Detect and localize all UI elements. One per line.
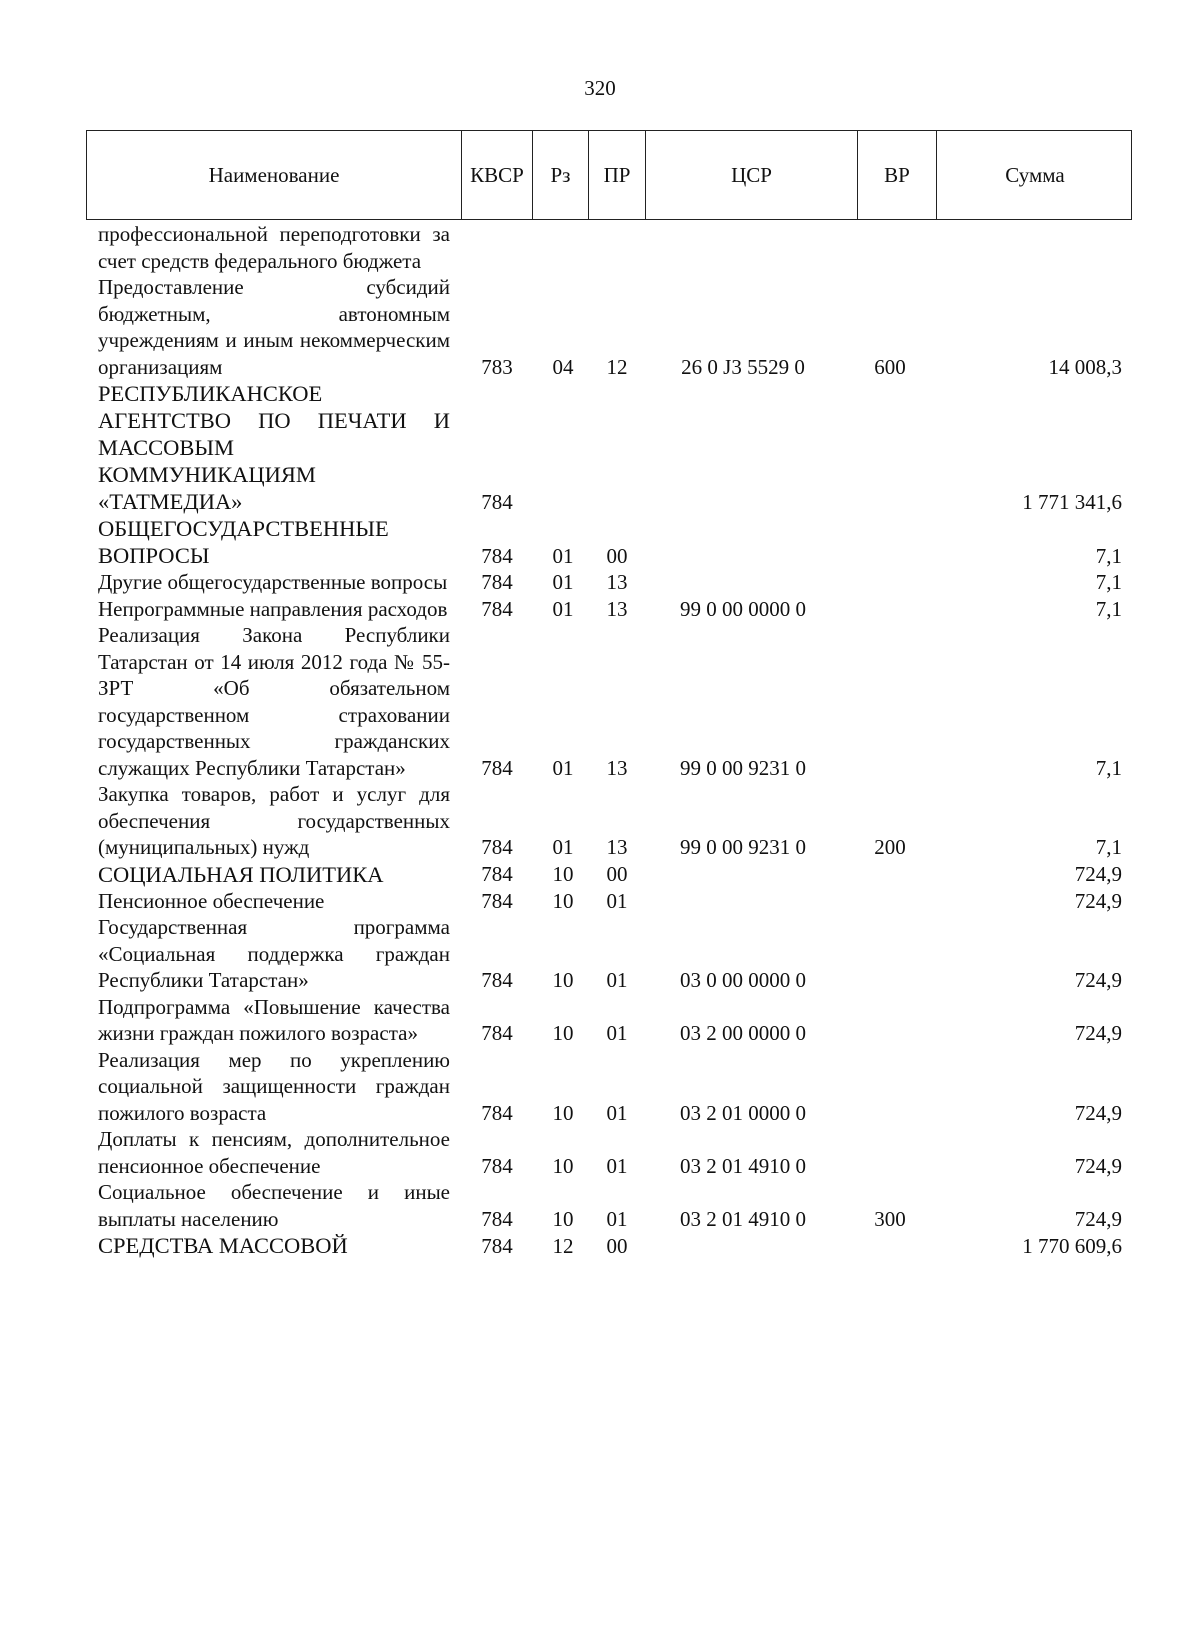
row-rz: 01: [552, 755, 574, 780]
table-row: [0, 622, 1200, 781]
row-name: Социальное обеспечение и иные выплаты населению: [98, 1180, 450, 1231]
table-row: [0, 221, 1200, 274]
row-sum: 724,9: [1074, 968, 1122, 992]
row-kvsr: 784: [481, 1233, 513, 1258]
row-name: Закупка товаров, работ и услуг для обеспечения государственных (муниципальных) нужд: [98, 782, 450, 859]
row-rz: 04: [552, 354, 574, 379]
header-pr: ПР: [588, 131, 645, 219]
row-kvsr: 784: [481, 1153, 513, 1178]
row-kvsr: 784: [481, 862, 513, 886]
row-pr: 01: [606, 1021, 628, 1045]
row-pr: 01: [606, 1206, 628, 1231]
header-kvsr: КВСР: [461, 131, 532, 219]
row-csr: 03 2 01 4910 0: [680, 1153, 806, 1178]
row-rz: 01: [552, 543, 574, 568]
header-csr: ЦСР: [645, 131, 857, 219]
row-rz: 10: [552, 1021, 574, 1045]
row-kvsr: 784: [481, 1021, 513, 1045]
row-name: Государственная программа «Социальная поддержка граждан Республики Татарстан»: [98, 915, 450, 992]
row-kvsr: 784: [481, 596, 513, 621]
table-row: [0, 994, 1200, 1047]
row-sum: 7,1: [1095, 835, 1122, 859]
row-pr: 13: [606, 755, 628, 780]
row-sum: 7,1: [1095, 755, 1122, 780]
row-sum: 724,9: [1074, 1100, 1122, 1125]
row-name: Непрограммные направления расходов: [98, 596, 448, 621]
row-csr: 99 0 00 0000 0: [680, 596, 806, 621]
row-rz: 01: [552, 570, 574, 594]
row-kvsr: 784: [481, 489, 513, 514]
row-name: Подпрограмма «Повышение качества жизни граждан пожилого возраста»: [98, 994, 450, 1045]
table-row: [0, 1126, 1200, 1179]
row-rz: 01: [552, 596, 574, 621]
row-csr: 03 0 00 0000 0: [680, 968, 806, 992]
row-name: Реализация Закона Республики Татарстан от 14 июля 2012 года № 55-ЗРТ «Об обязательном государственном страховании государственных гражданских служащих Республики Татарстан»: [98, 623, 450, 780]
row-pr: 00: [606, 862, 628, 886]
row-rz: 10: [552, 1206, 574, 1231]
row-name: профессиональной переподготовки за счет средств федерального бюджета: [98, 222, 450, 273]
table-row: [0, 1047, 1200, 1127]
row-name: Предоставление субсидий бюджетным, автономным учреждениям и иным некоммерческим организациям: [98, 275, 450, 379]
row-vr: 600: [874, 354, 906, 379]
row-vr: 200: [874, 835, 906, 859]
table-row: [0, 1179, 1200, 1232]
row-name: СРЕДСТВА МАССОВОЙ: [98, 1233, 348, 1258]
row-sum: 7,1: [1095, 570, 1122, 594]
row-sum: 724,9: [1074, 1206, 1122, 1231]
row-rz: 12: [552, 1233, 574, 1258]
row-kvsr: 784: [481, 1206, 513, 1231]
row-name: Реализация мер по укреплению социальной защищенности граждан пожилого возраста: [98, 1047, 450, 1125]
row-pr: 01: [606, 968, 628, 992]
row-pr: 12: [606, 354, 628, 379]
row-name: Другие общегосударственные вопросы: [98, 570, 448, 594]
table-row: [0, 1232, 1200, 1259]
table-body: [0, 221, 1200, 1259]
row-name: ОБЩЕГОСУДАРСТВЕННЫЕ ВОПРОСЫ: [98, 516, 389, 568]
row-sum: 724,9: [1074, 1153, 1122, 1178]
header-name: Наименование: [208, 162, 340, 187]
header-sum: Сумма: [936, 131, 1133, 219]
row-name: РЕСПУБЛИКАНСКОЕ АГЕНТСТВО ПО ПЕЧАТИ И МАССОВЫМ КОММУНИКАЦИЯМ «ТАТМЕДИА»: [98, 381, 450, 514]
header-vr: ВР: [857, 131, 936, 219]
row-sum: 724,9: [1074, 1021, 1122, 1045]
row-sum: 7,1: [1095, 596, 1122, 621]
row-kvsr: 784: [481, 1100, 513, 1125]
row-sum: 1 770 609,6: [1022, 1233, 1122, 1258]
row-sum: 7,1: [1095, 543, 1122, 568]
table-row: [0, 515, 1200, 569]
table-row: [0, 596, 1200, 623]
row-kvsr: 784: [481, 570, 513, 594]
row-vr: 300: [874, 1206, 906, 1231]
table-row: [0, 781, 1200, 861]
row-sum: 1 771 341,6: [1022, 489, 1122, 514]
row-name: Доплаты к пенсиям, дополнительное пенсионное обеспечение: [98, 1127, 450, 1178]
row-kvsr: 784: [481, 835, 513, 859]
row-rz: 10: [552, 968, 574, 992]
row-csr: 03 2 01 4910 0: [680, 1206, 806, 1231]
row-kvsr: 784: [481, 888, 513, 913]
row-sum: 14 008,3: [1048, 354, 1122, 379]
row-pr: 01: [606, 1100, 628, 1125]
row-kvsr: 784: [481, 755, 513, 780]
row-rz: 10: [552, 1153, 574, 1178]
row-kvsr: 784: [481, 968, 513, 992]
row-rz: 01: [552, 835, 574, 859]
row-pr: 13: [606, 570, 628, 594]
row-kvsr: 784: [481, 543, 513, 568]
row-kvsr: 783: [481, 354, 513, 379]
row-csr: 03 2 01 0000 0: [680, 1100, 806, 1125]
table-row: [0, 914, 1200, 994]
row-pr: 01: [606, 1153, 628, 1178]
row-csr: 26 0 J3 5529 0: [681, 354, 805, 379]
header-rz: Рз: [532, 131, 588, 219]
table-row: [0, 274, 1200, 380]
row-sum: 724,9: [1074, 862, 1122, 886]
table-row: [0, 861, 1200, 888]
table-row: [0, 569, 1200, 596]
row-rz: 10: [552, 862, 574, 886]
row-csr: 99 0 00 9231 0: [680, 835, 806, 859]
table-row: [0, 380, 1200, 515]
row-name: Пенсионное обеспечение: [98, 888, 325, 913]
table-row: [0, 888, 1200, 915]
row-rz: 10: [552, 888, 574, 913]
row-rz: 10: [552, 1100, 574, 1125]
row-pr: 13: [606, 596, 628, 621]
row-csr: 99 0 00 9231 0: [680, 755, 806, 780]
row-pr: 00: [606, 1233, 628, 1258]
row-pr: 00: [606, 543, 628, 568]
row-csr: 03 2 00 0000 0: [680, 1021, 806, 1045]
row-name: СОЦИАЛЬНАЯ ПОЛИТИКА: [98, 861, 384, 887]
row-pr: 01: [606, 888, 628, 913]
row-sum: 724,9: [1074, 888, 1122, 913]
row-pr: 13: [606, 835, 628, 859]
table-header: [86, 130, 1132, 220]
page-number: 320: [584, 76, 616, 100]
